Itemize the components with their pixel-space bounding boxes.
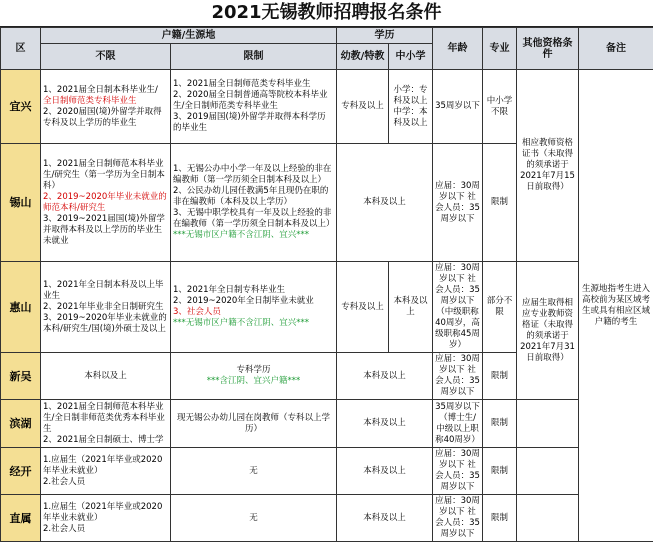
- cell-line: ***无锡市区户籍不含江阴、宜兴***: [173, 318, 334, 329]
- header-buxian: 不限: [41, 44, 171, 70]
- buxian-cell: [41, 144, 171, 262]
- cell-line: 本科以及上: [43, 371, 168, 382]
- qita-cell: 应届生取得相应专业教师资格证（未取得的须承诺于2021年7月31日前取得）: [517, 262, 579, 400]
- qita-cell: 相应教师资格证书（未取得的须承诺于2021年7月15日前取得）: [517, 70, 579, 262]
- cell-line: 2、2020届国(境)外留学并取得: [43, 107, 168, 118]
- cell-line: 1.应届生（2021年毕业或2020年毕业未就业）: [43, 502, 168, 524]
- cell-line: 1、2021年全日制专科毕业生: [173, 285, 334, 296]
- buxian-cell: [41, 262, 171, 353]
- header-youjiao: 幼教/特教: [337, 44, 389, 70]
- buxian-cell: [41, 448, 171, 495]
- cell-line: 现无锡公办幼儿园在岗教师（专科以上学历）: [173, 413, 334, 435]
- table-row: [1, 495, 653, 542]
- zhuanye-cell: 限制: [483, 400, 517, 448]
- cell-line: ***无锡市区户籍不含江阴、宜兴***: [173, 230, 334, 241]
- table-row: [1, 70, 653, 144]
- region-name: 锡山: [1, 144, 41, 262]
- cell-line: 3、无锡中职学校具有一年及以上经验的非在编教师（第一学历须全日制本科及以上）: [173, 208, 334, 230]
- youjiao-cell: 专科及以上: [337, 70, 389, 144]
- xueli-cell: 本科及以上: [337, 495, 433, 542]
- xianzhi-cell: [171, 353, 337, 400]
- buxian-cell: [41, 495, 171, 542]
- nianling-cell: 应届：30周岁以下 社会人员：35周岁以下: [433, 144, 483, 262]
- beizhu-cell: 生源地指考生进入高校前为某区域考生或具有相应区域户籍的考生: [579, 70, 653, 542]
- header-qita: 其他资格条件: [517, 28, 579, 70]
- buxian-cell: [41, 353, 171, 400]
- xueli-cell: 本科及以上: [337, 448, 433, 495]
- xueli-cell: 本科及以上: [337, 353, 433, 400]
- youjiao-cell: 专科及以上: [337, 262, 389, 353]
- table-row: [1, 448, 653, 495]
- xianzhi-cell: [171, 448, 337, 495]
- header-region: 区: [1, 28, 41, 70]
- zhuanye-cell: 中小学不限: [483, 70, 517, 144]
- nianling-cell: 35周岁以下（博士生/中级以上职称40周岁）: [433, 400, 483, 448]
- page-title: 2021无锡教师招聘报名条件: [0, 0, 653, 27]
- header-xianzhi: 限制: [171, 44, 337, 70]
- xianzhi-cell: [171, 262, 337, 353]
- qita-cell: [517, 400, 579, 448]
- nianling-cell: 35周岁以下: [433, 70, 483, 144]
- cell-line: 1.应届生（2021年毕业或2020年毕业未就业）: [43, 455, 168, 477]
- nianling-cell: 应届：30周岁以下 社会人员：35周岁以下: [433, 353, 483, 400]
- header-zhongxiaoxue: 中小学: [389, 44, 433, 70]
- cell-line: ***含江阴、宜兴户籍***: [173, 376, 334, 387]
- cell-line: 3、2019~2020年毕业未就业的本科/研究生/国(境)外硕士及以上: [43, 313, 168, 335]
- qita-cell: [517, 448, 579, 495]
- xueli-cell: 本科及以上: [337, 400, 433, 448]
- buxian-cell: [41, 70, 171, 144]
- cell-line: 2、公民办幼儿园任教满5年且现仍在职的非在编教师（本科及以上学历）: [173, 186, 334, 208]
- cell-line: 2、2021年毕业非全日制研究生: [43, 302, 168, 313]
- cell-line: 全日制师范类专科毕业生: [43, 96, 168, 107]
- region-name: 惠山: [1, 262, 41, 353]
- table-row: [1, 262, 653, 353]
- cell-line: 无: [173, 513, 334, 524]
- zhuanye-cell: 限制: [483, 448, 517, 495]
- xianzhi-cell: [171, 495, 337, 542]
- region-name: 宜兴: [1, 70, 41, 144]
- cell-line: 2.社会人员: [43, 524, 168, 535]
- qita-cell: [517, 495, 579, 542]
- cell-line: 3、社会人员: [173, 307, 334, 318]
- region-name: 滨湖: [1, 400, 41, 448]
- requirements-table: [0, 27, 653, 542]
- header-beizhu: 备注: [579, 28, 653, 70]
- cell-line: 1、无锡公办中小学一年及以上经验的非在编教师（第一学历须全日制本科及以上）: [173, 164, 334, 186]
- zhuanye-cell: 限制: [483, 353, 517, 400]
- cell-line: 专科学历: [173, 365, 334, 376]
- nianling-cell: 应届：30周岁以下 社会人员：35周岁以下（中级职称40周岁，高级职称45周岁）: [433, 262, 483, 353]
- zhuanye-cell: 限制: [483, 495, 517, 542]
- header-xueli: 学历: [337, 28, 433, 44]
- cell-line: 1、2021届全日制师范本科毕业生/全日制非师范类优秀本科毕业生: [43, 402, 168, 435]
- cell-line: 专科及以上学历的毕业生: [43, 118, 168, 129]
- table-row: [1, 400, 653, 448]
- zhongxiaoxue-cell: 本科及以上: [389, 262, 433, 353]
- zhongxiaoxue-cell: 小学：专科及以上 中学：本科及以上: [389, 70, 433, 144]
- header-huji: 户籍/生源地: [41, 28, 337, 44]
- xianzhi-cell: [171, 400, 337, 448]
- header-nianling: 年龄: [433, 28, 483, 70]
- cell-line: 2.社会人员: [43, 477, 168, 488]
- zhuanye-cell: 限制: [483, 144, 517, 262]
- cell-line: 2、2019~2020年全日制毕业未就业: [173, 296, 334, 307]
- cell-line: 1、2021届全日制本科毕业生/: [43, 85, 168, 96]
- xianzhi-cell: [171, 144, 337, 262]
- buxian-cell: [41, 400, 171, 448]
- cell-line: 1、2021届全日制师范本科毕业生/研究生（第一学历为全日制本科）: [43, 159, 168, 192]
- cell-line: 1、2021届全日制师范类专科毕业生: [173, 79, 334, 90]
- region-name: 经开: [1, 448, 41, 495]
- cell-line: 3、2019届国(境)外留学并取得本科学历的毕业生: [173, 112, 334, 134]
- header-zhuanye: 专业: [483, 28, 517, 70]
- cell-line: 1、2021年全日制本科及以上毕业生: [43, 280, 168, 302]
- cell-line: 2、2019~2020年毕业未就业的师范本科/研究生: [43, 192, 168, 214]
- nianling-cell: 应届：30周岁以下 社会人员：35周岁以下: [433, 495, 483, 542]
- xianzhi-cell: [171, 70, 337, 144]
- xueli-cell: 本科及以上: [337, 144, 433, 262]
- region-name: 新吴: [1, 353, 41, 400]
- nianling-cell: 应届：30周岁以下 社会人员：35周岁以下: [433, 448, 483, 495]
- cell-line: 3、2019~2021届国(境)外留学并取得本科及以上学历的毕业生未就业: [43, 214, 168, 247]
- region-name: 直属: [1, 495, 41, 542]
- zhuanye-cell: 部分不限: [483, 262, 517, 353]
- cell-line: 2、2020届全日制普通高等院校本科毕业生/全日制师范类专科毕业生: [173, 90, 334, 112]
- cell-line: 无: [173, 466, 334, 477]
- cell-line: 2、2021届全日制硕士、博士学: [43, 435, 168, 446]
